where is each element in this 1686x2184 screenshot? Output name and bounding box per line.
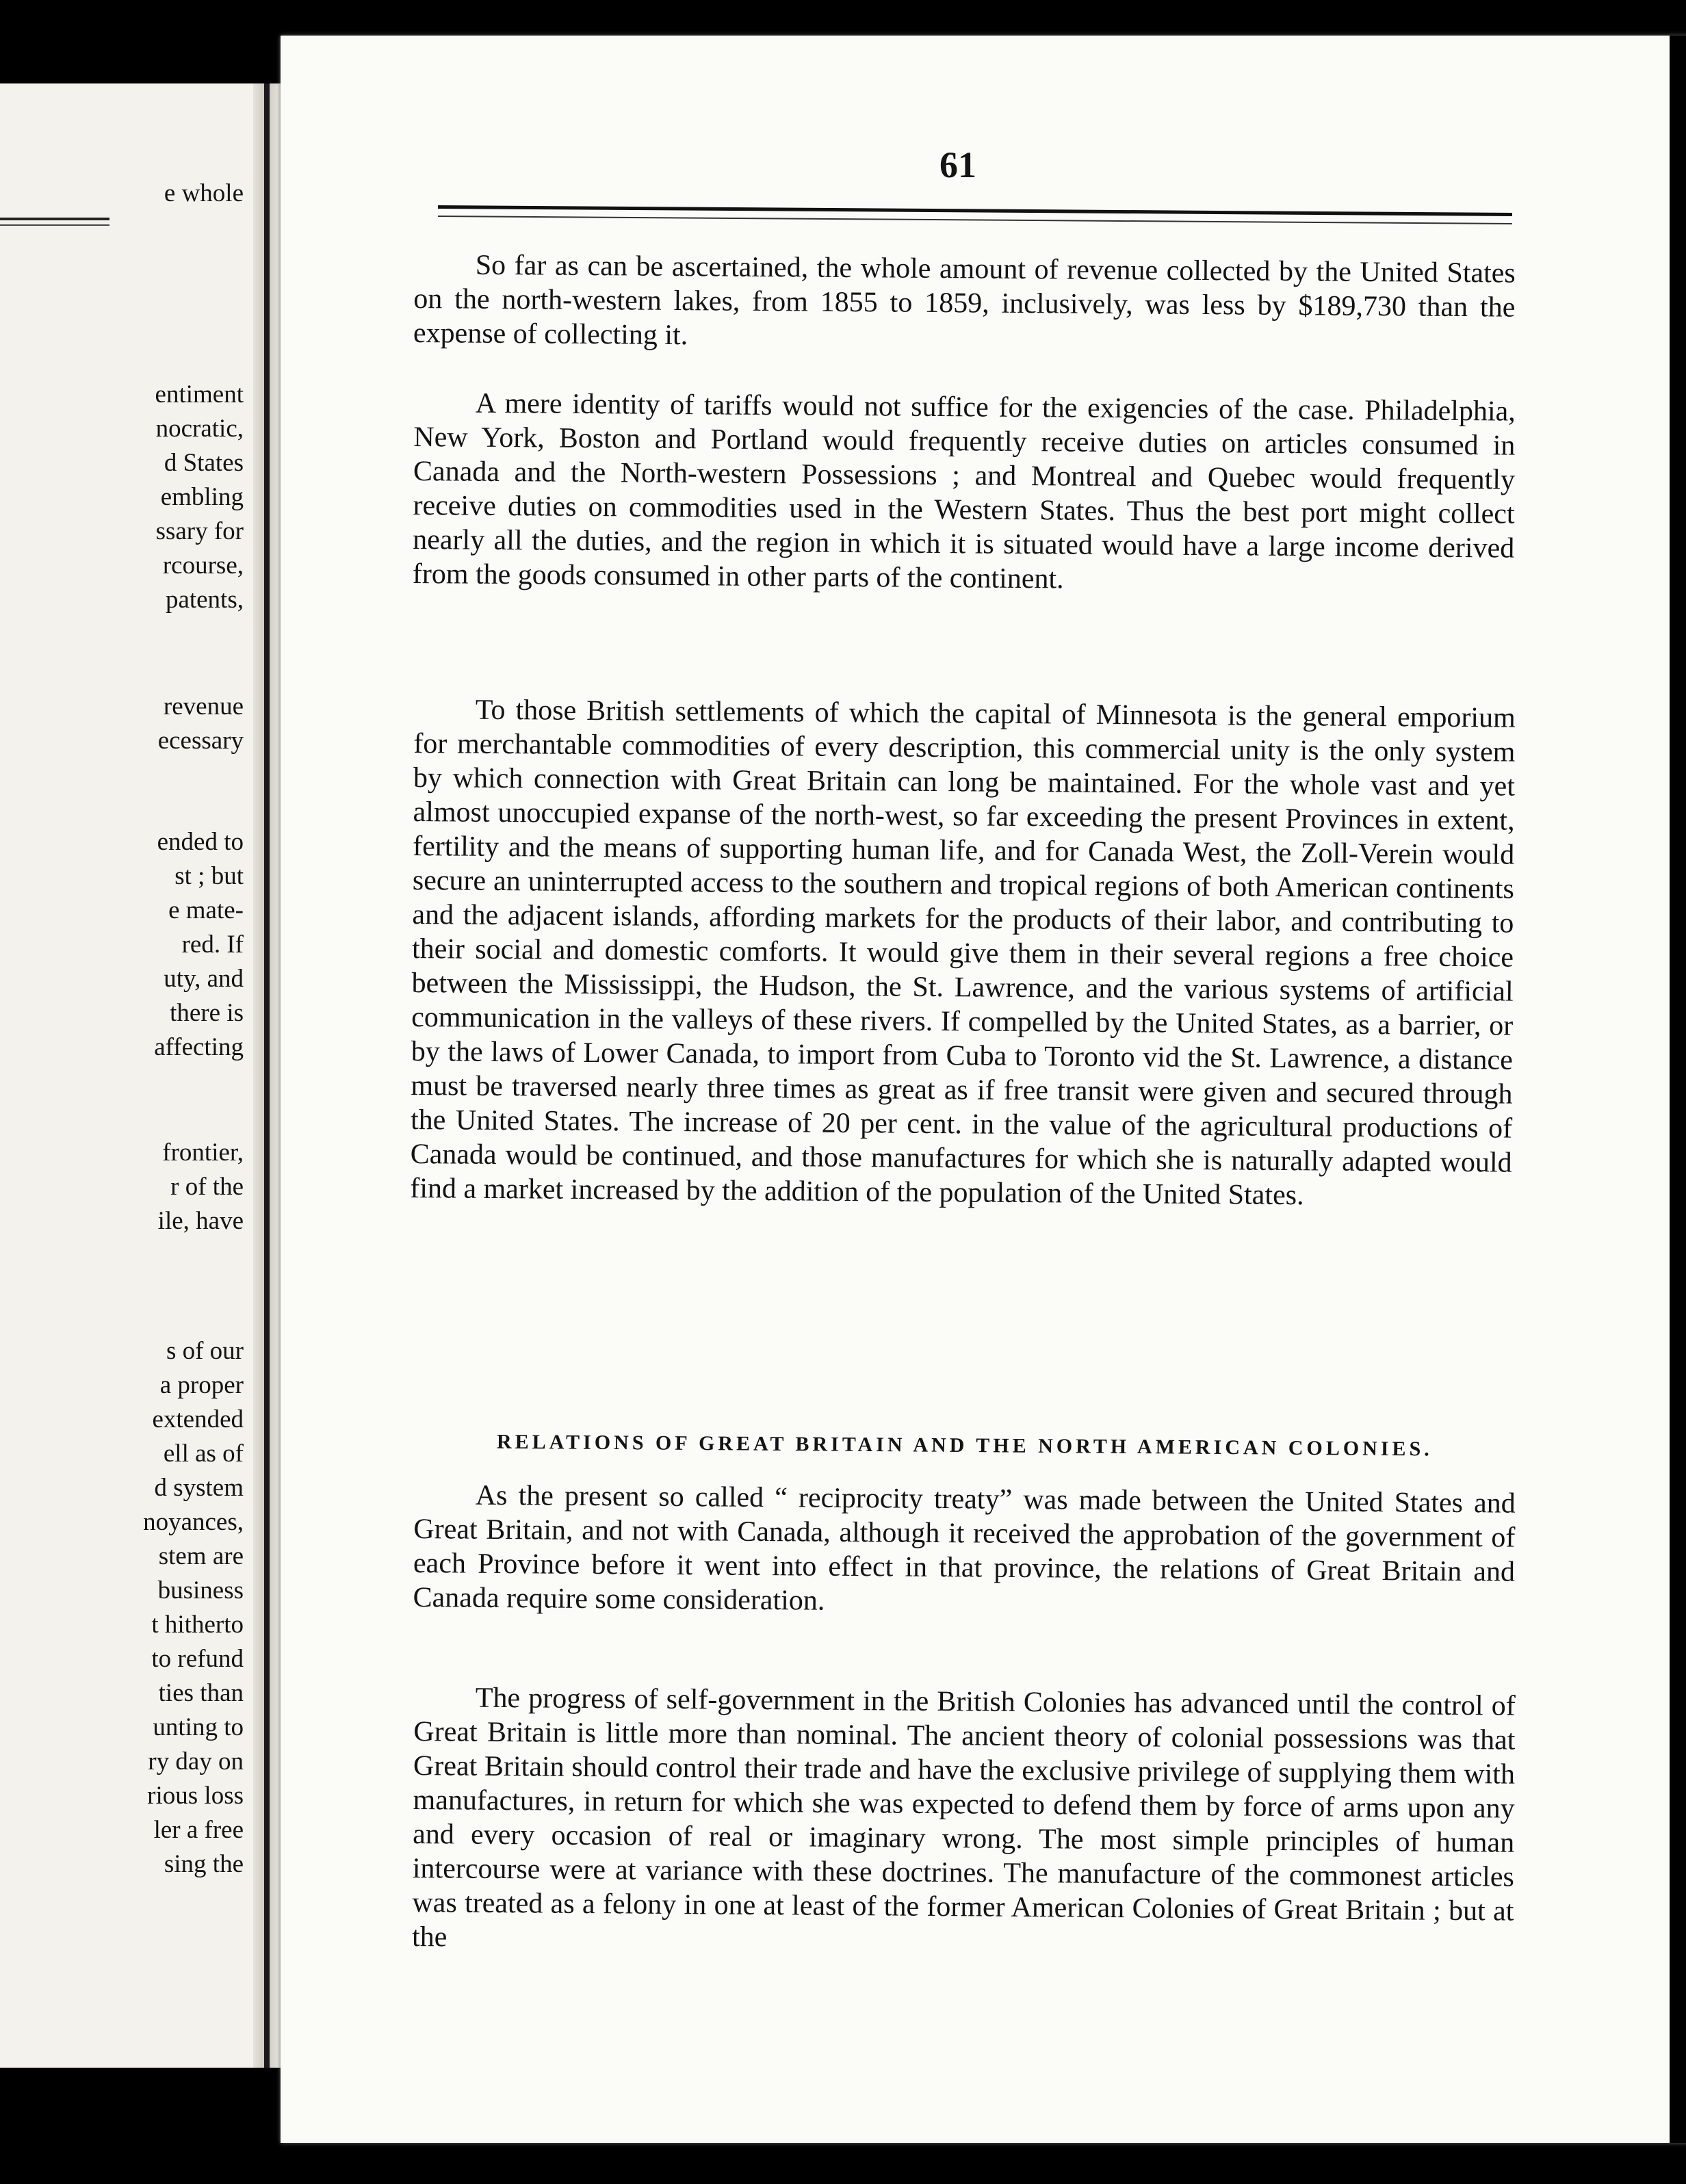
left-page-line: a proper: [159, 1371, 244, 1399]
left-page-line: ties than: [158, 1679, 244, 1707]
left-page-line: ler a free: [153, 1816, 244, 1844]
left-page-line: nocratic,: [155, 415, 244, 443]
left-page-line: st ; but: [174, 862, 244, 890]
book-gutter: [253, 83, 281, 2068]
paragraph-revenue: [413, 248, 1516, 359]
left-page-line: e mate-: [168, 896, 244, 924]
left-header-rule: [0, 218, 109, 226]
page-number: 61: [939, 144, 976, 185]
left-page-line: uty, and: [164, 965, 244, 993]
paragraph-reciprocity-treaty: [413, 1478, 1516, 1624]
paragraph-self-government: [412, 1680, 1516, 1963]
paragraph-text: So far as can be ascertained, the whole amount of revenue collected by the United States on the north-western lakes, from 1855 to 1859, inclusively, was less by $189,730 than the expense of collecting it.: [413, 249, 1516, 352]
left-page-line: there is: [170, 999, 244, 1027]
left-page-line: stem are: [158, 1542, 244, 1570]
paragraph-tariffs: [413, 386, 1516, 600]
paragraph-text: The progress of self-government in the British Colonies has advanced until the control of Great Britain is little more than nominal. The ancient theory of colonial possessions was that Great Britain should control their trade and have the exclusive privilege of supplying them with manufactures, in return for which she was expected to defend them by force of arms upon any and every occasion of real or imaginary wrong. The most simple principles of human intercourse were at variance with these doctrines. The manufacture of the commonest articles was treated as a felony in one at least of the former American Colonies of Great Britain ; but at the: [411, 1682, 1516, 1953]
paragraph-text: A mere identity of tariffs would not suffice for the exigencies of the case. Philadelphia, New York, Boston and Portland would frequently receive duties on articles consumed in Canada and the North-western Possessions ; and Montreal and Quebec would frequently receive duties on commodities used in the Western States. Thus the best port might collect nearly all the duties, and the region in which it is situated would have a large income derived from the goods consumed in other parts of the continent.: [412, 387, 1516, 595]
left-page-line: ell as of: [163, 1440, 244, 1468]
left-page-line: ssary for: [155, 517, 244, 545]
left-page-line: sing the: [164, 1850, 244, 1878]
left-page-line: red. If: [181, 931, 244, 959]
section-heading: RELATIONS OF GREAT BRITAIN AND THE NORTH AMERICAN COLONIES.: [496, 1430, 1433, 1461]
left-page-line: frontier,: [162, 1139, 244, 1167]
left-page-line: t hitherto: [151, 1611, 244, 1639]
left-page-line: patents,: [165, 586, 244, 614]
left-page-line: e whole: [164, 179, 244, 207]
binding-shadow: [264, 83, 270, 2068]
left-page-line: embling: [160, 483, 244, 511]
page-edge-shadow: [1670, 36, 1686, 2143]
left-page-line: d system: [154, 1474, 244, 1502]
left-page-line: noyances,: [143, 1508, 244, 1536]
left-page-line: r of the: [170, 1173, 244, 1201]
left-page-line: rious loss: [147, 1782, 244, 1810]
paragraph-text: As the present so called “ reciprocity treaty” was made between the United States and Great Britain, and not with Canada, although it received the approbation of the government of each Province before it went into effect in that province, the relations of Great Britain and Canada require some consideration.: [413, 1479, 1516, 1617]
left-page-line: revenue: [163, 692, 244, 720]
left-page-line: d States: [164, 449, 244, 477]
left-page: [0, 83, 253, 2068]
left-page-line: affecting: [154, 1033, 244, 1061]
paragraph-british-settlements: [410, 692, 1516, 1214]
left-page-line: extended: [152, 1405, 244, 1433]
left-page-line: s of our: [166, 1337, 244, 1365]
left-page-line: ile, have: [157, 1207, 244, 1235]
left-page-line: to refund: [151, 1645, 244, 1673]
left-page-line: ended to: [157, 828, 244, 856]
left-page-line: business: [157, 1576, 244, 1604]
left-page-line: rcourse,: [162, 551, 244, 580]
left-page-line: unting to: [153, 1713, 244, 1741]
left-page-line: ecessary: [157, 727, 244, 755]
left-page-line: ry day on: [148, 1747, 244, 1776]
paragraph-text: To those British settlements of which the capital of Minnesota is the general emporium for merchantable commodities of every description, this commercial unity is the only system by which connection with Great Britain can long be maintained. For the whole vast and yet almost unoccupied expanse of the north-west, so far exceeding the present Provinces in extent, fertility and the means of supporting human life, and for Canada West, the Zoll-Verein would secure an uninterrupted access to the southern and tropical regions of both American continents and the adjacent islands, affording markets for the products of their labor, and contributing to their social and domestic comforts. It would give them in their several regions a free choice between the Mississippi, the Hudson, the St. Lawrence, and the various systems of artificial communication in the valleys of these rivers. If compelled by the United States, as a barrier, or by the laws of Lower Canada, to import from Cuba to Toronto vid the St. Lawrence, a distance must be traversed nearly three times as great as if free transit were given and secured through the United States. The increase of 20 per cent. in the value of the agricultural productions of Canada would be continued, and those manufactures for which she is naturally adapted would find a market increased by the addition of the population of the United States.: [410, 694, 1516, 1212]
left-page-line: entiment: [155, 380, 244, 408]
